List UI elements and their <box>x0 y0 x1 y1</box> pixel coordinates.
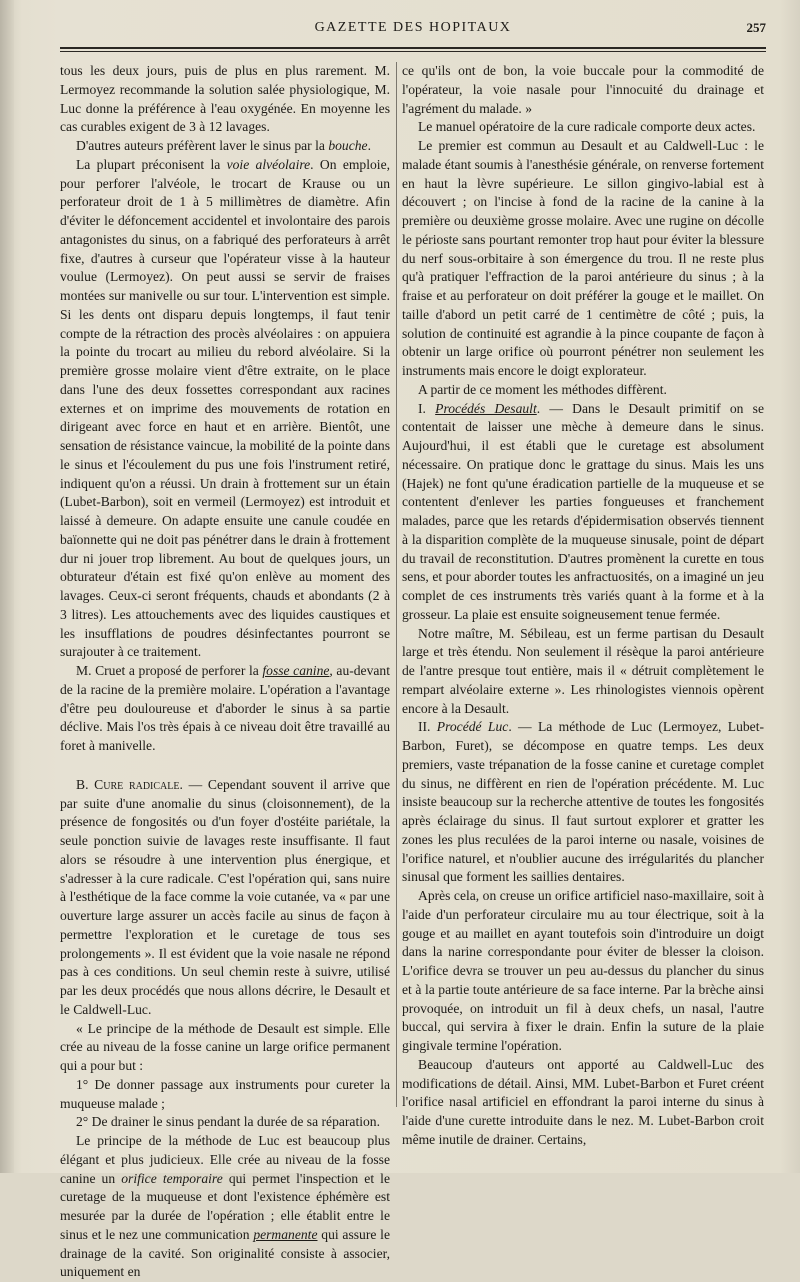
list-item: 1° De donner passage aux instruments pour cureter la muqueuse malade ; <box>60 1076 390 1111</box>
paragraph: Après cela, on creuse un orifice artificiel naso-maxillaire, soit à l'aide d'un perforateur circulaire mu au tour électrique, soit à la gouge et au maillet en ayant toutefois soin d'introduire un doigt dans la narine correspondante pour éviter de blesser la cloison. L'orifice devra se trouver un peu au-dessus du plancher du sinus et à la partie toute antérieure de sa face interne. Par la brèche ainsi provoquée, on introduit un fil à deux chefs, un nasal, l'autre buccal, qui servira à fixer le drain. Enfin la suture de la plaie gingivale termine l'opération. <box>402 888 764 1053</box>
binding-edge <box>0 0 14 1173</box>
subsection-heading: Procédés Desault <box>435 400 537 416</box>
paragraph: Notre maître, M. Sébileau, est un ferme partisan du Desault large et très étendu. Non seulement il résèque la paroi antérieure de l'antre presque tout entière, mais il « détruit complètement le rempart alvéolaire externe ». Les rhinologistes viennois opèrent encore à la Desault. <box>402 625 764 716</box>
right-column <box>402 62 764 1150</box>
paragraph: « Le principe de la méthode de Desault est simple. Elle crée au niveau de la fosse canine un large orifice permanent qui a pour but : <box>60 1020 390 1073</box>
paragraph: D'autres auteurs préfèrent laver le sinus par la bouche. <box>76 138 371 153</box>
list-item: 2° De drainer le sinus pendant la durée de sa réparation. <box>76 1114 381 1130</box>
subsection-heading: Procédé Luc <box>436 719 509 735</box>
column-divider <box>396 62 397 1107</box>
section-heading: B. Cure radicale. <box>76 776 183 792</box>
paragraph: ce qu'ils ont de bon, la voie buccale pour la commodité de l'opérateur, la voie nasale pour l'innocuité du drainage et l'agrément du malade. » <box>402 63 764 116</box>
running-header <box>60 12 766 38</box>
section-paragraph: B. Cure radicale. — Cependant souvent il arrive que par suite d'une anomalie du sinus (cloisonnement), de la présence de fongosités ou d'un foyer d'ostéite pariétale, la seule ponction suivie de lavages reste insuffisante. Il faut alors se résoudre à une intervention plus énergique, et s'adresser à la cure radicale. C'est l'opération qui, sans nuire à l'esthétique de la face comme la voie cutanée, va « par une ouverture large assurer un accès facile au sinus de façon à permettre l'exploration et le curetage de tous ses prolongements ». Il est évident que la voie nasale ne répond pas à ces conditions. Un seul chemin reste à suivre, utilisé par les deux procédés que nous allons décrire, le Desault et le Caldwell-Luc. <box>60 776 390 1017</box>
header-rule-thin <box>60 51 766 52</box>
paragraph: II. Procédé Luc. — La méthode de Luc (Lermoyez, Lubet-Barbon, Furet), se décompose en quatre temps. Les deux premiers, vaste trépanation de la fosse canine et curetage complet du sinus, ne diffèrent en rien de l'opération précédente. M. Luc insiste beaucoup sur la recherche attentive de toutes les fongosités après éclairage du sinus. Il faut surtout explorer et gratter les zones les plus reculées de la paroi interne ou nasale, voisines de l'orifice naturel, et n'oublier aucune des irrégularités du plancher sinusal que forment les saillies dentaires. <box>402 719 765 885</box>
page-number: 257 <box>746 20 766 35</box>
paragraph: tous les deux jours, puis de plus en plus rarement. M. Lermoyez recommande la solution salée physiologique, M. Luc donne la préférence à l'eau oxygénée. En moyenne les cas curables exigent de 3 à 12 lavages. <box>60 63 390 135</box>
paragraph: Le manuel opératoire de la cure radicale comporte deux actes. <box>418 119 756 135</box>
journal-title: GAZETTE DES HOPITAUX <box>314 20 512 35</box>
left-column <box>60 62 390 1282</box>
header-rule <box>60 47 766 49</box>
paragraph: M. Cruet a proposé de perforer la fosse canine, au-devant de la racine de la première molaire. L'opération a l'avantage d'être peu douloureuse et d'aborder le sinus à sa partie déclive. Mais l'os très épais à ce niveau doit être travaillé au foret à manivelle. <box>60 663 390 753</box>
paragraph: A partir de ce moment les méthodes diffèrent. <box>418 381 667 397</box>
paragraph: Beaucoup d'auteurs ont apporté au Caldwell-Luc des modifications de détail. Ainsi, MM. Lubet-Barbon et Furet créent l'orifice nasal artificiel en effondrant la paroi interne du sinus à l'aide d'une curette introduite dans le nez. M. Lubet-Barbon croit même inutile de drainer. Certains, <box>402 1056 764 1147</box>
paragraph: I. Procédés Desault. — Dans le Desault primitif on se contentait de laisser une mèche à demeure dans le sinus. Aujourd'hui, il est établi que le curetage est absolument nécessaire. On pratique donc le grattage du sinus. Mais les uns (Hajek) ne font qu'une éradication partielle de la muqueuse et se contentent d'enlever les parties fongueuses et franchement malades, parce que les retards d'épidermisation observés tiennent à la disparition complète de la muqueuse sinusale, point de départ du travail de reconstitution. D'autres promènent la curette en tous sens, et pour aborder toutes les anfractuosités, on a imaginé un jeu complet de ces instruments très variés quant à la forme et à la grosseur. La plaie est ensuite soigneusement tenue fermée. <box>402 400 765 622</box>
paragraph: Le premier est commun au Desault et au Caldwell-Luc : le malade étant soumis à l'anesthésie générale, on renverse fortement en haut la lèvre supérieure. Le sillon gingivo-labial est à découvert ; on l'incise à fond de la racine de la canine à la première ou deuxième grosse molaire. Avec une rugine on décolle le périoste sans pourtant remonter trop haut pour éviter la blessure du nerf sous-orbitaire à son émergence du trou. Il ne reste plus qu'à pratiquer l'effraction de la paroi antérieure du sinus ; à la fraise et au perforateur on doit préférer la gouge et le maillet. On taille d'abord un petit carré de 1 centimètre de côté ; puis, la solution de continuité est agrandie à la pince coupante de façon à obtenir un large orifice où pourront pénétrer non seulement les instruments mais encore le doigt explorateur. <box>402 138 764 378</box>
paragraph: Le principe de la méthode de Luc est beaucoup plus élégant et plus judicieux. Elle crée au niveau de la fosse canine un orifice temporaire qui permet l'inspection et le curetage de la muqueuse et dont l'existence éphémère est mesurée par la durée de l'opération ; elle établit entre le sinus et le nez une communication permanente qui assure le drainage de la cavité. Son originalité consiste à associer, uniquement en <box>60 1133 390 1280</box>
paragraph: La plupart préconisent la voie alvéolaire. On emploie, pour perforer l'alvéole, le trocart de Krause ou un perforateur droit de 1 à 5 millimètres de diamètre. Afin d'éviter le défoncement accidentel et involontaire des parois antagonistes du sinus, on a fabriqué des perforateurs à arrêt fixe, d'autres à curseur que l'opérateur visse à la hauteur voulue (Lermoyez). On peut aussi se servir de fraises montées sur manivelle ou sur tour. L'intervention est simple. Si les dents ont disparu depuis longtemps, il faut tenir compte de la rétraction des procès alvéolaires : on appuiera la pointe du trocart au milieu du rebord alvéolaire. Si la première grosse molaire vient d'être extraite, on le place dans l'une des deux fossettes correspondant aux racines externes et on imprime des mouvements de rotation en dirigeant avec force en haut et en arrière. Bientôt, une sensation de résistance vaincue, la mobilité de la pointe dans le sinus et l'écoulement du pus une fois l'instrument retiré, indiquent qu'on a réussi. Un drain à frottement sur un étain (Lubet-Barbon), soit en vermeil (Lermoyez) est introduit et laissé à demeure. On adapte ensuite une canule coudée en baïonnette qui ne doit pas pénétrer dans le drain à frottement dur ni jouer trop librement. Au bout de quelques jours, un obturateur d'étain est fixé qu'on enlève au moment des lavages. Ceux-ci seront fréquents, chauds et abondants (2 à 3 litres). Les attouchements avec des liquides caustiques et les insufflations de poudres désinfectantes pourront se surajouter à ce traitement. <box>60 156 391 660</box>
